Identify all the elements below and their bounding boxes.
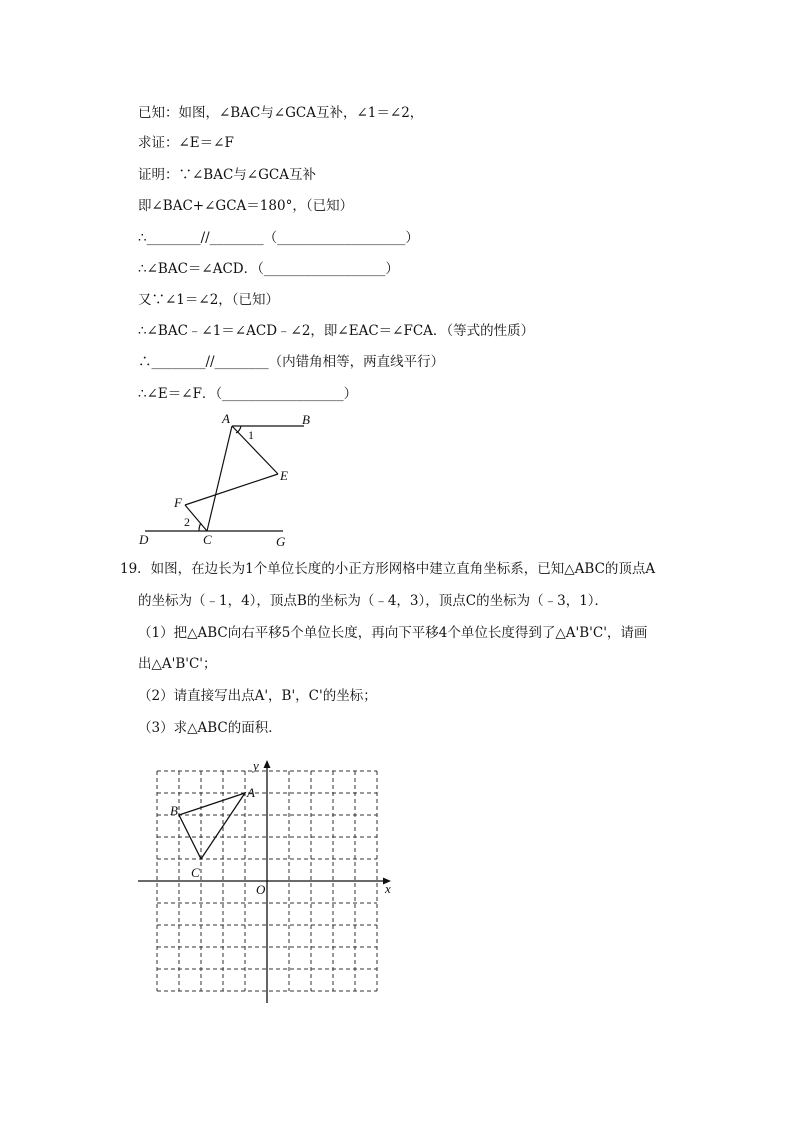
label-b: B (302, 412, 310, 427)
q18-line-given: 已知：如图，∠BAC与∠GCA互补，∠1＝∠2， (138, 105, 424, 121)
q19-line-2: 的坐标为（﹣1，4），顶点B的坐标为（﹣4，3），顶点C的坐标为（﹣3，1）． (138, 593, 609, 609)
y-axis-arrow (264, 760, 271, 768)
q18-figure (130, 405, 320, 550)
q19-line-6: （3）求△ABC的面积． (138, 720, 282, 736)
q19-line-3: （1）把△ABC向右平移5个单位长度，再向下平移4个单位长度得到了△A'B'C'，请画 (138, 625, 648, 641)
label-f: F (174, 495, 182, 510)
q19-line-5: （2）请直接写出点A'，B'，C'的坐标； (138, 688, 377, 704)
label-e: E (280, 468, 288, 483)
triangle-abc (179, 793, 245, 859)
q19-line-4: 出△A'B'C'； (138, 656, 217, 672)
line-ae (232, 426, 278, 474)
label-c: C (203, 532, 212, 547)
q18-line-sum: 即∠BAC+∠GCA＝180°，（已知） (138, 198, 354, 214)
grid-label-o: O (256, 882, 266, 897)
q18-line-proof-start: 证明：∵∠BAC与∠GCA互补 (138, 167, 316, 183)
grid-label-x: x (385, 881, 391, 896)
label-a: A (222, 411, 230, 426)
q19-line-1: 19．如图，在边长为1个单位长度的小正方形网格中建立直角坐标系，已知△ABC的顶点A (120, 561, 656, 577)
label-2: 2 (184, 515, 190, 529)
grid-label-c: C (191, 865, 200, 880)
label-d: D (139, 532, 149, 547)
angle-1-arc (236, 426, 241, 433)
line-ef (185, 474, 278, 505)
q18-line-prove: 求证：∠E＝∠F (138, 135, 234, 151)
q19-coordinate-grid (130, 750, 400, 1010)
grid-label-a: A (247, 785, 255, 800)
angle-2-arc (199, 523, 201, 531)
grid-label-y: y (253, 758, 259, 773)
grid-label-b: B (170, 803, 178, 818)
q18-line-angle-equal: ∴∠BAC＝∠ACD．（__________________） (138, 261, 399, 277)
q18-line-blank-parallel-2: ∴________//________（内错角相等，两直线平行） (138, 354, 445, 370)
q18-line-blank-parallel-1: ∴________//________（___________________） (138, 230, 419, 246)
line-ac (207, 426, 232, 531)
label-g: G (276, 534, 286, 549)
q18-line-subtract: ∴∠BAC﹣∠1＝∠ACD﹣∠2，即∠EAC＝∠FCA．（等式的性质） (138, 323, 535, 339)
q18-line-conclusion: ∴∠E＝∠F．（__________________） (138, 386, 358, 402)
label-1: 1 (248, 428, 254, 442)
q18-line-angle-1-2: 又∵∠1＝∠2，（已知） (138, 292, 280, 308)
